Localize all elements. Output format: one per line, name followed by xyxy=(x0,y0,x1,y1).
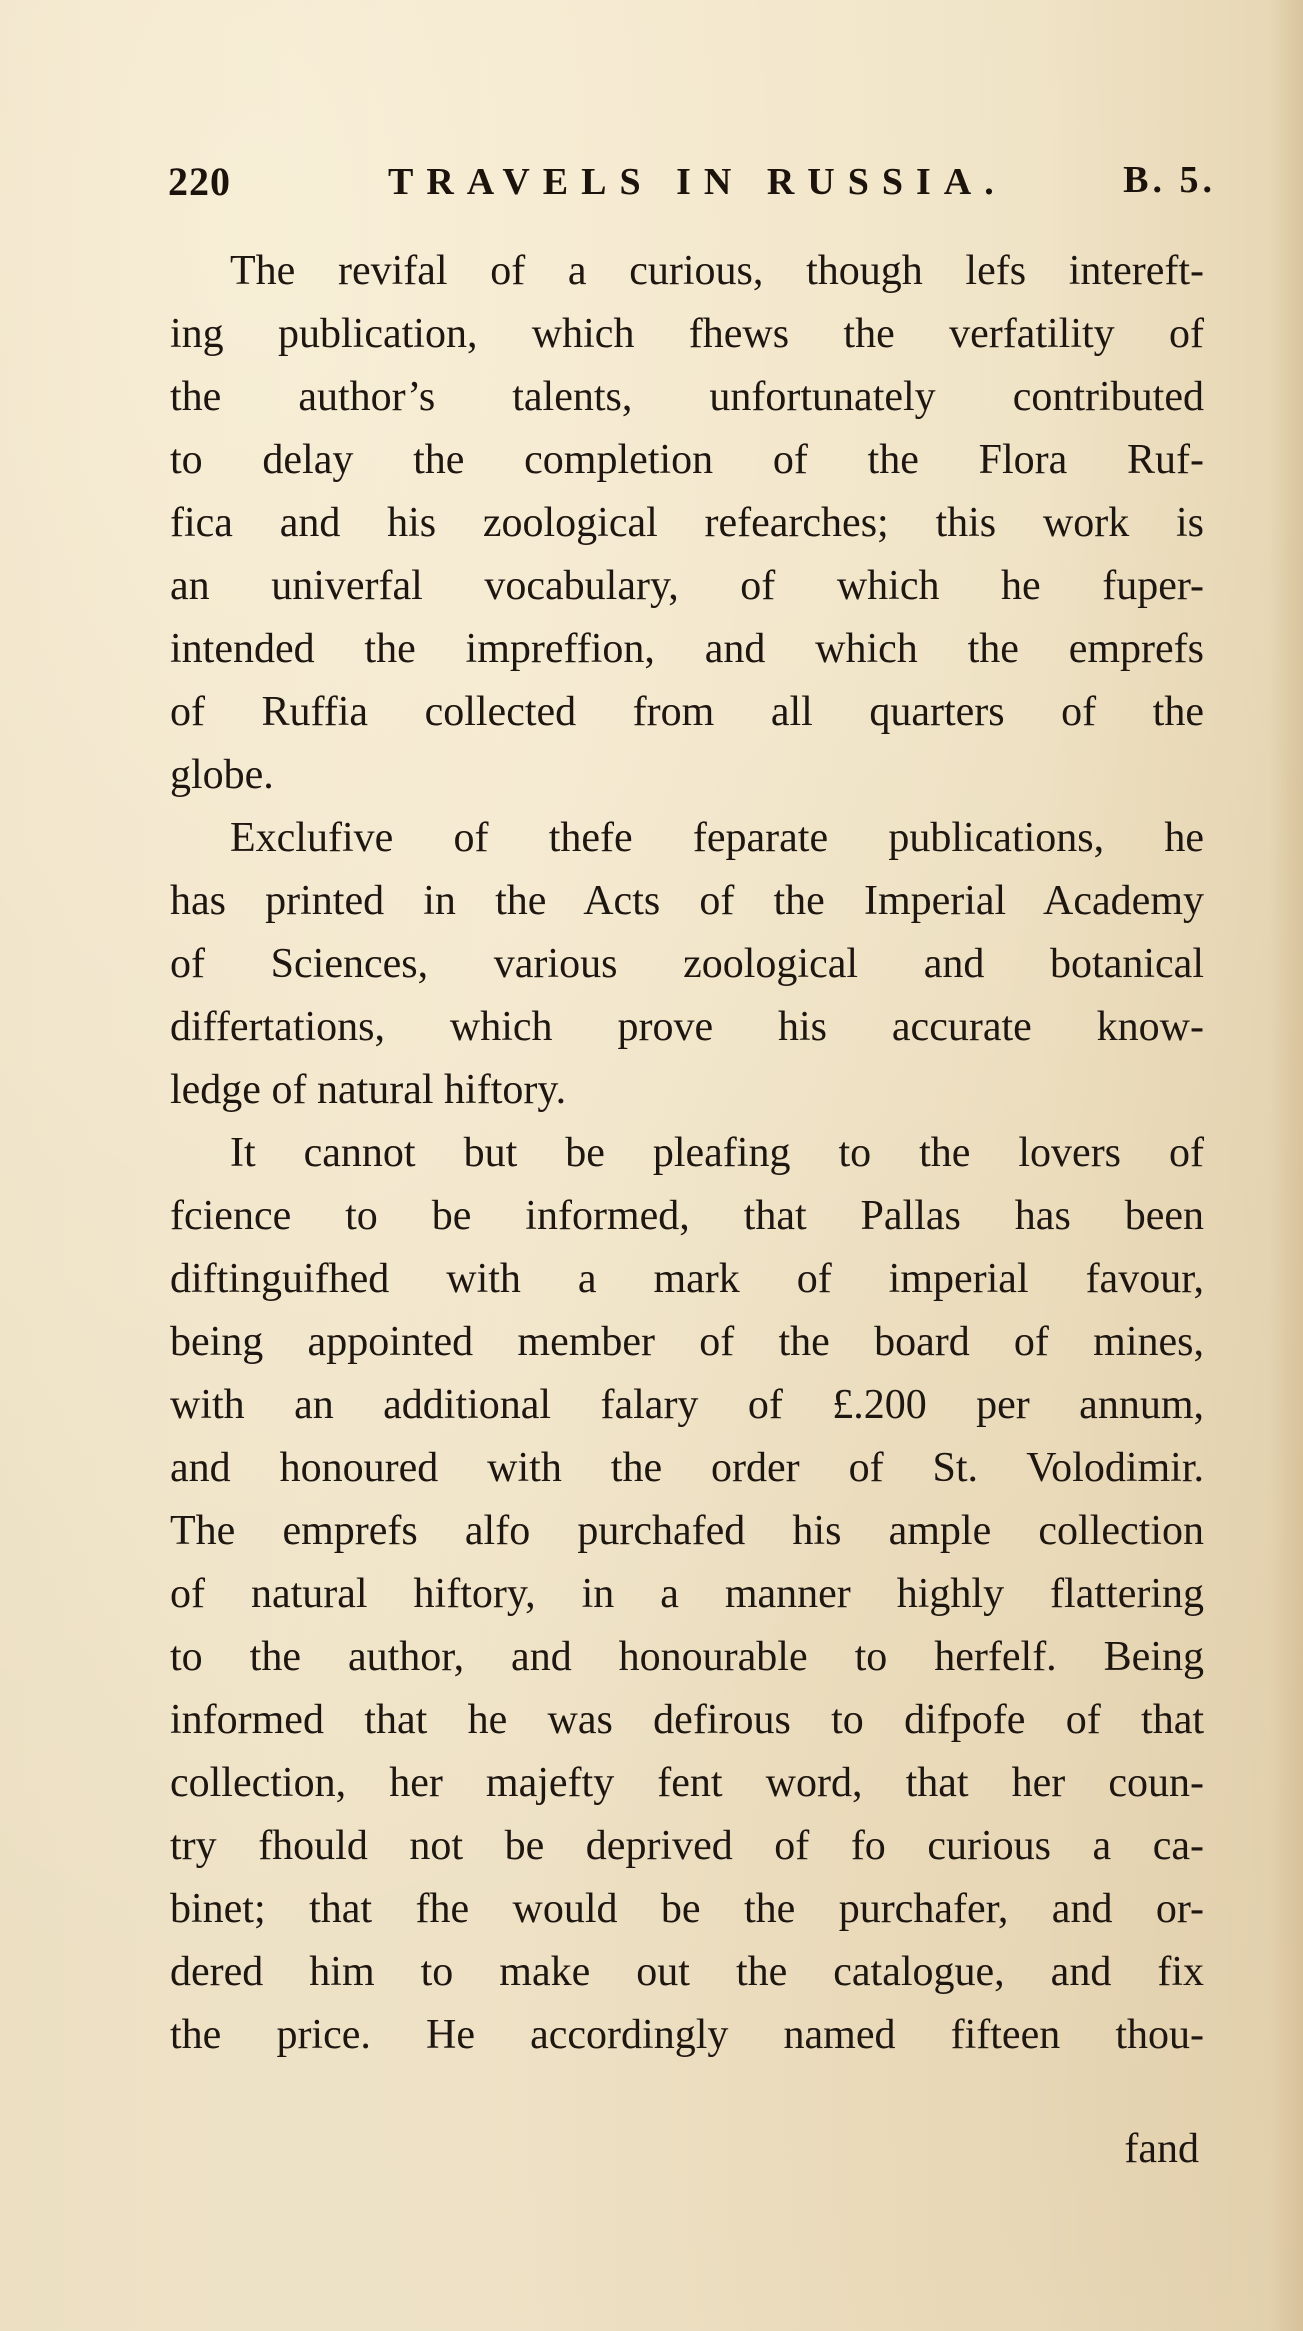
book-number: B. 5. xyxy=(1123,159,1216,201)
running-header xyxy=(168,158,1216,208)
text-line: dered him to make out the catalogue, and fix xyxy=(170,1949,1204,1995)
text-line: of Sciences, various zoological and botanical xyxy=(170,941,1204,987)
text-line: binet; that fhe would be the purchafer, and or- xyxy=(170,1886,1204,1932)
text-line: with an additional falary of £.200 per annum, xyxy=(170,1382,1204,1428)
text-line: ledge of natural hiftory. xyxy=(170,1067,567,1113)
text-line: to the author, and honourable to herfelf. Being xyxy=(170,1634,1204,1680)
text-line: an univerfal vocabulary, of which he fuper- xyxy=(170,563,1204,609)
text-line: and honoured with the order of St. Volodimir. xyxy=(170,1445,1204,1491)
text-line: The revifal of a curious, though lefs intereft- xyxy=(230,248,1204,294)
text-line: the author’s talents, unfortunately contributed xyxy=(170,374,1204,420)
page-number: 220 xyxy=(168,159,231,204)
text-line: of natural hiftory, in a manner highly flattering xyxy=(170,1571,1204,1617)
text-line: It cannot but be pleafing to the lovers of xyxy=(230,1130,1204,1176)
text-line: Exclufive of thefe feparate publications, he xyxy=(230,815,1204,861)
text-line: intended the impreffion, and which the emprefs xyxy=(170,626,1204,672)
running-title: TRAVELS IN RUSSIA. xyxy=(388,161,1007,203)
body-text xyxy=(170,240,1204,2067)
text-line: the price. He accordingly named fifteen thou- xyxy=(170,2012,1204,2058)
text-line: try fhould not be deprived of fo curious a ca- xyxy=(170,1823,1204,1869)
text-line: ing publication, which fhews the verfatility of xyxy=(170,311,1204,357)
text-line: has printed in the Acts of the Imperial Academy xyxy=(170,878,1204,924)
text-line: differtations, which prove his accurate know- xyxy=(170,1004,1204,1050)
text-line: informed that he was defirous to difpofe of that xyxy=(170,1697,1204,1743)
text-line: fica and his zoological refearches; this work is xyxy=(170,500,1204,546)
text-line: fcience to be informed, that Pallas has been xyxy=(170,1193,1204,1239)
text-line: diftinguifhed with a mark of imperial favour, xyxy=(170,1256,1204,1302)
text-line: The emprefs alfo purchafed his ample collection xyxy=(170,1508,1204,1554)
catchword: fand xyxy=(1124,2126,1199,2172)
text-line: to delay the completion of the Flora Ruf- xyxy=(170,437,1204,483)
text-line: of Ruffia collected from all quarters of the xyxy=(170,689,1204,735)
page-edge-shadow xyxy=(1269,0,1303,2331)
text-line: collection, her majefty fent word, that her coun- xyxy=(170,1760,1204,1806)
text-line: being appointed member of the board of mines, xyxy=(170,1319,1204,1365)
text-line: globe. xyxy=(170,752,274,798)
